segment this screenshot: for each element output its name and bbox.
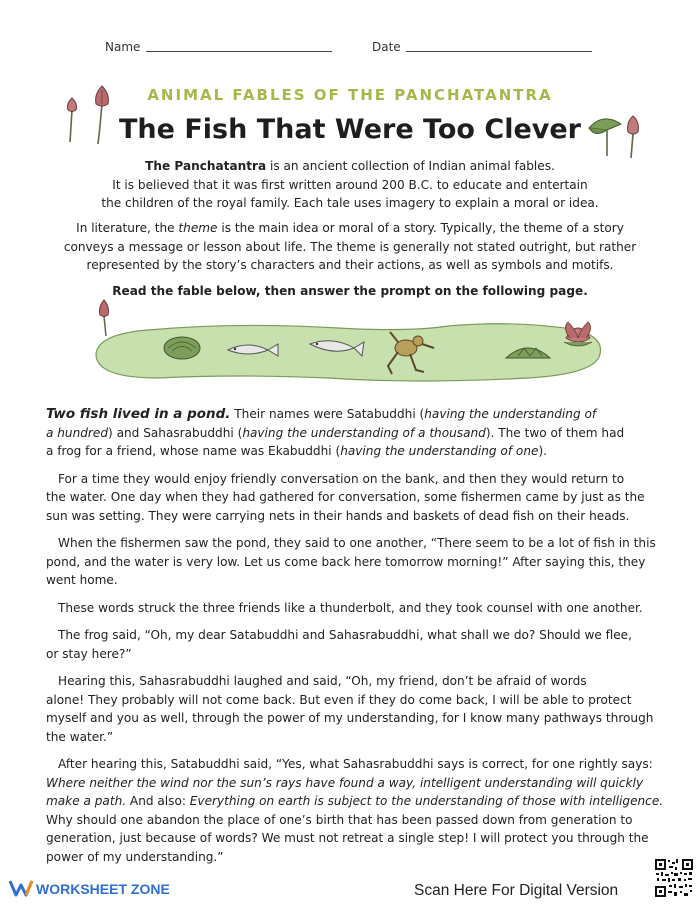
story-italic-text: a hundred (46, 425, 109, 440)
story-text: or stay here?” (46, 646, 132, 661)
story-italic-text: Everything on earth is subject to the understanding of those with intelligence. (189, 794, 664, 808)
pond-illustration (88, 298, 608, 390)
theme-term: theme (178, 221, 218, 235)
theme-line-1 (30, 219, 670, 238)
story-paragraph-1 (46, 405, 666, 461)
lily-pad-icon (164, 337, 200, 359)
story-italic-text: Where neither the wind nor the sun’s rays have found a way, intelligent understanding will quickly (46, 775, 644, 790)
story-text: ). (538, 444, 547, 458)
qr-code-icon[interactable] (654, 858, 694, 898)
series-subtitle: ANIMAL FABLES OF THE PANCHATANTRA (147, 86, 553, 104)
story-text: the water. One day when they had gathered for conversation, some fishermen came by just as the (46, 490, 645, 504)
story-text: myself and you as well, through the power of my understanding, for I know many pathways through (46, 711, 654, 725)
theme-paragraph (30, 219, 670, 275)
lotus-flower-icon (564, 322, 592, 346)
story-text: ) and Sahasrabuddhi ( (108, 425, 243, 440)
story-text: a frog for a friend, whose name was Ekabuddhi ( (46, 444, 341, 458)
story-text: And also: (126, 794, 190, 808)
story-paragraph-7 (46, 755, 666, 866)
panchatantra-term: The Panchatantra (145, 159, 267, 173)
story-text: For a time they would enjoy friendly conversation on the bank, and then they would return to (58, 471, 625, 486)
intro-line-2: It is believed that it was first written around 200 B.C. to educate and entertain (112, 177, 588, 192)
story-text: When the fishermen saw the pond, they said to one another, “There seem to be a lot of fish in this (58, 536, 656, 550)
story-italic-text: having the understanding of (424, 407, 597, 421)
story-text: ). The two of them had (485, 425, 625, 440)
story-text: went home. (46, 573, 118, 587)
story-lead-sentence: Two fish lived in a pond. (46, 406, 231, 422)
story-text: generation, just because of words? We must not retreat a single step! I will protect you through the (46, 831, 649, 845)
story-text: Why should one abandon the place of one’s birth that has been passed down from generation to (46, 812, 633, 827)
story-italic-text: make a path. (46, 794, 127, 808)
story-text: Hearing this, Sahasrabuddhi laughed and said, “Oh, my friend, don’t be afraid of words (58, 674, 587, 688)
story-text: sun was setting. They were carrying nets in their hands and baskets of dead fish on their heads. (46, 508, 630, 523)
theme-line-3: represented by the story’s characters and their actions, as well as symbols and motifs. (86, 258, 614, 272)
instruction-text: Read the fable below, then answer the prompt on the following page. (112, 284, 588, 298)
story-text: alone! They probably will not come back. But even if they do come back, I will be able to protect (46, 692, 632, 707)
theme-text: In literature, the (76, 221, 179, 235)
story-italic-text: having the understanding of one (340, 444, 539, 458)
story-text: pond, and the water is very low. Let us come back here tomorrow morning!” After saying this, they (46, 554, 646, 569)
intro-line-3: the children of the royal family. Each tale uses imagery to explain a moral or idea. (101, 196, 599, 210)
story-paragraph-5 (46, 626, 666, 663)
story-paragraph-6 (46, 672, 666, 746)
story-text: Their names were Satabuddhi ( (230, 407, 425, 421)
story-italic-text: having the understanding of a thousand (242, 425, 486, 440)
story-text: power of my understanding.” (46, 849, 224, 864)
brand-name[interactable] (36, 881, 170, 897)
brand-text: WORKSHEET ZONE (36, 881, 170, 897)
story-paragraph-4 (46, 599, 666, 618)
story-body (46, 405, 666, 866)
date-field-line[interactable] (406, 51, 592, 52)
name-label: Name (105, 40, 141, 54)
intro-line-1-text: is an ancient collection of Indian animal fables. (266, 159, 555, 173)
story-paragraph-3 (46, 534, 666, 590)
page-title: The Fish That Were Too Clever (118, 114, 581, 145)
theme-text: is the main idea or moral of a story. Typically, the theme of a story (217, 221, 624, 235)
scan-text: Scan Here For Digital Version (414, 882, 619, 899)
lotus-bud-icon (100, 300, 109, 336)
intro-paragraph (40, 157, 660, 213)
name-field-line[interactable] (146, 51, 332, 52)
story-text: After hearing this, Satabuddhi said, “Yes, what Sahasrabuddhi says is correct, for one rightly says: (58, 757, 653, 771)
story-text: The frog said, “Oh, my dear Satabuddhi and Sahasrabuddhi, what shall we do? Should we flee, (58, 628, 632, 642)
story-paragraph-2 (46, 470, 666, 526)
story-text: the water.” (46, 729, 114, 744)
date-label: Date (372, 40, 401, 54)
theme-line-2: conveys a message or lesson about life. The theme is generally not stated outright, but rather (63, 239, 637, 254)
story-text: These words struck the three friends like a thunderbolt, and they took counsel with one another. (58, 600, 643, 615)
worksheet-zone-logo-icon (8, 878, 34, 898)
intro-line-1 (40, 157, 660, 176)
